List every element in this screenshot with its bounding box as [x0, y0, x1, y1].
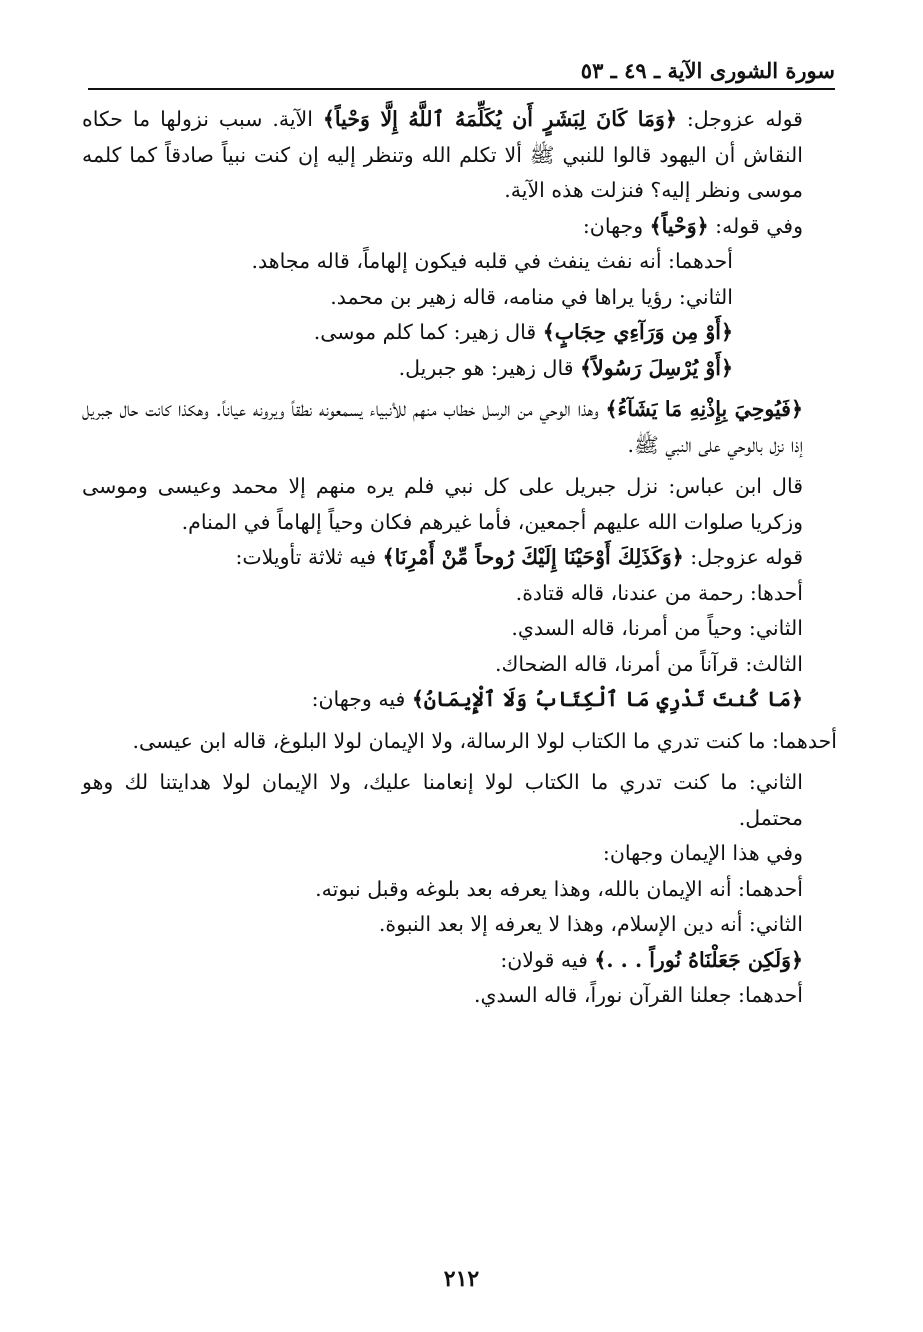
commentary-text: فيه وجهان:: [311, 687, 412, 711]
commentary-text: فيه ثلاثة تأويلات:: [235, 545, 383, 569]
commentary-text: قال ابن عباس: نزل جبريل على كل نبي فلم يره منهم إلا محمد وعيسى وموسى وزكريا صلوات الله عليهم أجمعين، فأما غيرهم فكان وحياً إلهاماً في المنام.: [82, 474, 803, 534]
paragraph: [82, 209, 837, 245]
quran-verse: ﴿وَكَذَلِكَ أَوْحَيْنَا إِلَيْكَ رُوحاً مِّنْ أَمْرِنَا﴾: [382, 545, 684, 569]
commentary-text: قوله عزوجل:: [683, 545, 803, 569]
commentary-text: الثاني: ما كنت تدري ما الكتاب لولا إنعامنا عليك، ولا الإيمان لولا هدايتنا لك وهو محتمل.: [82, 770, 803, 830]
paragraph: [82, 244, 837, 280]
paragraph: [82, 682, 837, 718]
quran-verse: ﴿وَلَكِن جَعَلْنَاهُ نُوراً . . .﴾: [594, 947, 803, 972]
commentary-text: أحدهما: أنه نفث ينفث في قلبه فيكون إلهاماً، قاله مجاهد.: [251, 249, 733, 273]
paragraph: [82, 943, 837, 979]
paragraph: [82, 102, 837, 209]
running-header: [88, 52, 835, 90]
commentary-text: وفي هذا الإيمان وجهان:: [602, 841, 803, 865]
paragraph: [82, 315, 837, 351]
quran-verse: ﴿وَمَا كَانَ لِبَشَرٍ أَن يُكَلِّمَهُ ٱللَّهُ إِلَّا وَحْياً﴾: [322, 107, 677, 131]
quran-verse: ﴿مَا كُنتَ تَدْرِي مَا ٱلْكِتَابُ وَلَا ٱلْإِيمَانُ﴾: [411, 687, 803, 711]
paragraph: [82, 872, 837, 908]
quran-verse: ﴿فَيُوحِيَ بِإِذْنِهِ مَا يَشَآءُ﴾: [605, 397, 803, 421]
commentary-text: أحدهما: أنه الإيمان بالله، وهذا يعرفه بعد بلوغه وقبل نبوته.: [315, 876, 803, 901]
page-number: ٢١٢: [443, 1266, 480, 1292]
quran-verse: ﴿أَوْ مِن وَرَآءِي حِجَابٍ﴾: [542, 320, 733, 344]
page-body: [82, 102, 837, 1014]
commentary-text: الثاني: رؤيا يراها في منامه، قاله زهير بن محمد.: [330, 284, 733, 309]
commentary-text: أحدهما: ما كنت تدري ما الكتاب لولا الرسالة، ولا الإيمان لولا البلوغ، قاله ابن عيسى.: [132, 728, 837, 753]
paragraph: [82, 836, 837, 872]
commentary-text: قال زهير: كما كلم موسى.: [313, 320, 543, 344]
paragraph: [82, 765, 837, 836]
commentary-text: أحدها: رحمة من عندنا، قاله قتادة.: [515, 580, 803, 605]
commentary-text: الآية. سبب نزولها ما حكاه النقاش أن اليهود قالوا للنبي ﷺ ألا تكلم الله وتنظر إليه إن كنت نبياً صادقاً كما كلمه موسى ونظر إليه؟ فنزلت هذه الآية.: [82, 107, 803, 202]
paragraph: [82, 907, 837, 943]
commentary-text: الثالث: قرآناً من أمرنا، قاله الضحاك.: [494, 651, 803, 676]
paragraph: [82, 576, 837, 612]
commentary-text: وجهان:: [582, 213, 650, 238]
commentary-text: الثاني: أنه دين الإسلام، وهذا لا يعرفه إلا بعد النبوة.: [378, 912, 803, 936]
paragraph: [82, 978, 837, 1014]
commentary-text: وفي قوله:: [708, 213, 803, 238]
paragraph: [82, 540, 837, 576]
paragraph: [82, 611, 837, 647]
paragraph: [82, 647, 837, 683]
paragraph: [82, 351, 837, 387]
commentary-text: وهذا الوحي من الرسل خطاب منهم للأنبياء يسمعونه نطقاً ويرونه عياناً. وهكذا كانت حال جبريل إذا نزل بالوحي على النبي ﷺ.: [82, 397, 803, 457]
header-title: سورة الشورى الآية ـ ٤٩ ـ ٥٣: [580, 57, 835, 83]
commentary-text: أحدهما: جعلنا القرآن نوراً، قاله السدي.: [473, 983, 803, 1007]
commentary-text: قال زهير: هو جبريل.: [398, 355, 581, 380]
quran-verse: ﴿أَوْ يُرْسِلَ رَسُولاً﴾: [580, 355, 733, 380]
quran-verse: ﴿وَحْياً﴾: [649, 213, 709, 238]
commentary-text: قوله عزوجل:: [676, 107, 803, 131]
paragraph: [82, 392, 837, 463]
commentary-text: فيه قولان:: [500, 947, 595, 972]
paragraph: [82, 280, 837, 316]
paragraph: [82, 469, 837, 540]
commentary-text: الثاني: وحياً من أمرنا، قاله السدي.: [511, 616, 803, 640]
paragraph: [82, 724, 837, 760]
